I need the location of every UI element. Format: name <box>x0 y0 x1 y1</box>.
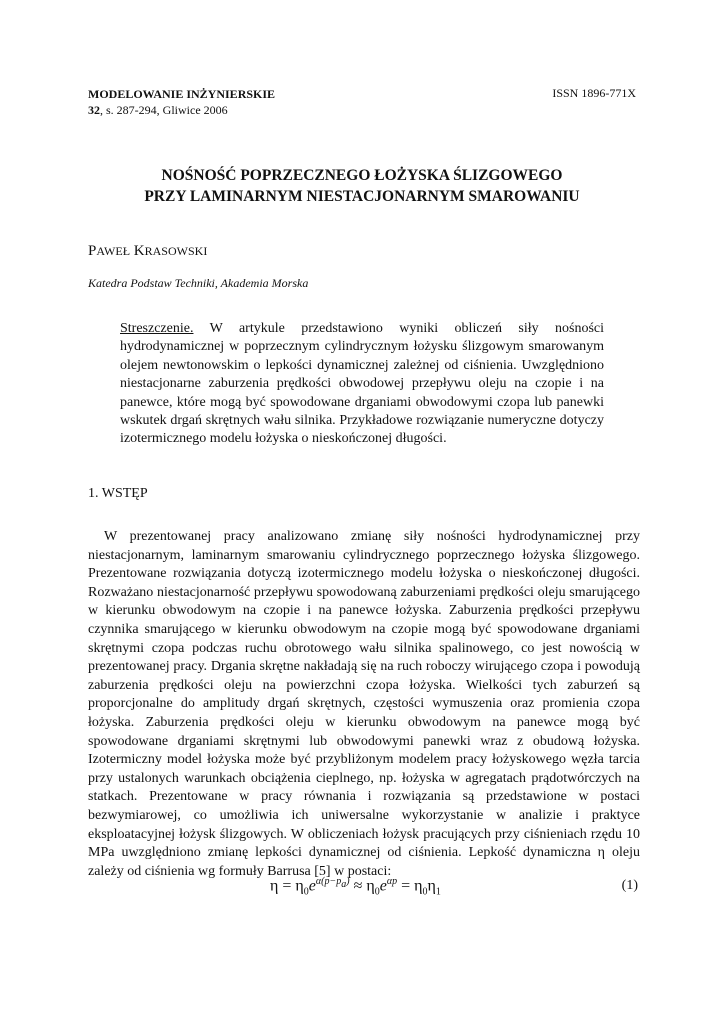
abstract-label: Streszczenie. <box>120 321 194 336</box>
journal-issue <box>88 102 275 118</box>
abstract-text: W artykule przedstawiono wyniki obliczeń siły nośności hydrodynamicznej w poprzecznym cylindrycznym łożysku ślizgowym smarowanym olejem newtonowskim o lepkości dynamicznej zależnej od ciśnienia. Uwzględniono niestacjonarne zaburzenia prędkości obwodowej przepływu oleju na czopie i na panewce, które mogą być spowodowane drganiami obwodowymi czopa lub panewki wskutek drgań skrętnych wału silnika. Przykładowe rozwiązanie numeryczne dotyczy izotermicznego modelu łożyska o nieskończonej długości. <box>120 321 604 447</box>
issn: ISSN 1896-771X <box>552 86 636 100</box>
journal-name: MODELOWANIE INŻYNIERSKIE <box>88 87 276 101</box>
equation-1 <box>88 872 640 902</box>
title-line-2: PRZY LAMINARNYM NIESTACJONARNYM SMAROWANIU <box>144 188 580 205</box>
eq-equals-2: = <box>397 877 415 895</box>
volume-number: 32 <box>88 103 100 117</box>
eq-sub0b: 0 <box>374 886 380 898</box>
author-last-initial: K <box>133 243 145 259</box>
journal-header <box>88 86 275 118</box>
author-first-rest: AWEŁ <box>96 244 131 258</box>
eq-eta1: η <box>427 877 436 895</box>
eq-exp1: α(p−p <box>315 876 342 887</box>
eq-sub0: 0 <box>303 886 309 898</box>
eq-exp1-sub: a <box>341 879 347 890</box>
author-last-rest: RASOWSKI <box>144 244 208 258</box>
eq-approx: ≈ <box>349 877 367 895</box>
author-first-initial: P <box>88 243 97 259</box>
eq-sub0c: 0 <box>422 886 428 898</box>
eq-sub1: 1 <box>435 886 441 898</box>
eq-exponent-1 <box>315 876 350 890</box>
abstract <box>120 320 604 449</box>
eq-e2: e <box>379 877 387 895</box>
affiliation: Katedra Podstaw Techniki, Akademia Morska <box>88 276 309 290</box>
eq-equals: = <box>278 877 296 895</box>
equation-formula <box>270 876 441 898</box>
eq-exp1-close: ) <box>346 876 350 887</box>
body-paragraph: W prezentowanej pracy analizowano zmianę siły nośności hydrodynamicznej przy niestacjonarnym, laminarnym smarowaniu cylindrycznego poprzecznego łożyska ślizgowego. Prezentowane rozwiązania dotyczą izotermicznego modelu łożyska o nieskończonej długości. Rozważano niestacjonarność przepływu spowodowaną zaburzeniami prędkości oleju smarującego w kierunku obwodowym na czopie i na panewce łożyska. Zaburzenia prędkości przepływu czynnika smarującego w kierunku obwodowym na czopie mogą być spowodowane drganiami skrętnymi czopa podczas ruchu obrotowego wału silnika spalinowego, co jest nowością w prezentowanej pracy. Drgania skrętne nakładają się na ruch roboczy wirującego czopa i powodują zaburzenia prędkości oleju na powierzchni czopa łożyska. Wielkości tych zaburzeń są proporcjonalne do amplitudy drgań skrętnych, częstości wymuszenia oraz promienia czopa łożyska. Zaburzenia prędkości oleju w kierunku obwodowym na panewce mogą być spowodowane drganiami skrętnymi lub obwodowymi panewki wraz z obudową łożyska. Izotermiczny model łożyska może być przybliżonym modelem pracy łożyskowego węzła tarcia przy ustalonych warunkach obciążenia cieplnego, np. łożyska w agregatach prądotwórczych na statkach. Prezentowane w pracy równania i rozwiązania są przedstawione w postaci bezwymiarowej, co umożliwia ich uniwersalne wykorzystanie w analizie i praktyce eksploatacyjnej łożysk ślizgowych. W obliczeniach łożysk pracujących przy ciśnieniach rzędu 10 MPa uwzględniono zmianę lepkości dynamicznej od ciśnienia. Lepkość dynamiczna η oleju zależy od ciśnienia wg formuły Barrusa [5] w postaci: <box>88 529 640 879</box>
title-line-1: NOŚNOŚĆ POPRZECZNEGO ŁOŻYSKA ŚLIZGOWEGO <box>161 167 563 184</box>
eq-eta: η <box>270 877 279 895</box>
section-heading: 1. WSTĘP <box>88 486 148 501</box>
eq-eta0b: η <box>366 877 375 895</box>
eq-exponent-2: αp <box>386 876 398 887</box>
author-name <box>88 243 207 260</box>
paper-title <box>0 165 724 207</box>
pages-place-year: , s. 287-294, Gliwice 2006 <box>100 103 228 117</box>
equation-number: (1) <box>621 878 638 893</box>
eq-e: e <box>308 877 316 895</box>
eq-eta0c: η <box>414 877 423 895</box>
eq-eta0: η <box>295 877 304 895</box>
